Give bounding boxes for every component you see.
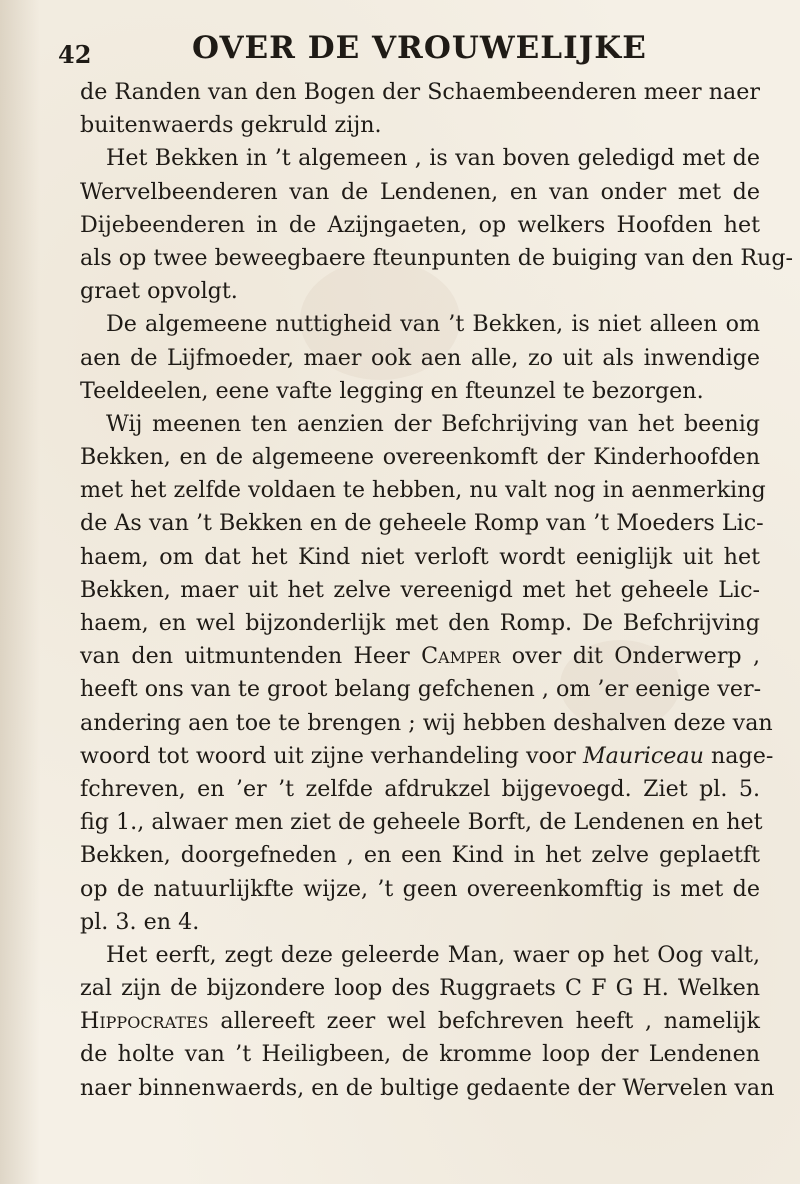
page-gutter-shadow: [0, 0, 40, 1184]
paragraph-first-line: Het eerft, zegt deze geleerde Man, waer op het Oog valt,: [106, 941, 760, 968]
text-line: haem, om dat het Kind niet verloft wordt eeniglijk uit het: [80, 543, 760, 570]
text-line: Bekken, doorgefneden , en een Kind in het zelve geplaetft: [80, 842, 760, 869]
paragraph-first-line: Het Bekken in ’t algemeen , is van boven geledigd met de: [106, 145, 760, 172]
text-line: fchreven, en ’er ’t zelfde afdrukzel bijgevoegd. Ziet pl. 5.: [80, 775, 760, 802]
text-line: zal zijn de bijzondere loop des Ruggraets C F G H. Welken: [80, 975, 760, 1002]
text-line: de holte van ’t Heiligbeen, de kromme loop der Lendenen: [80, 1041, 760, 1068]
text-line: de Randen van den Bogen der Schaembeenderen meer naer: [80, 79, 760, 105]
text-line: Bekken, en de algemeene overeenkomft der Kinderhoofden: [80, 444, 760, 471]
author-name-mauriceau: Mauriceau: [582, 742, 704, 769]
text-line: Dijebeenderen in de Azijngaeten, op welkers Hoofden het: [80, 211, 760, 238]
text-line: fig 1., alwaer men ziet de geheele Borft, de Lendenen en het: [80, 809, 763, 836]
line-text: nage-: [703, 742, 774, 769]
text-line: aen de Lijfmoeder, maer ook aen alle, zo uit als inwendige: [80, 344, 760, 371]
text-line: Wervelbeenderen van de Lendenen, en van onder met de: [80, 178, 760, 205]
text-line: heeft ons van te groot belang gefchenen , om ’er eenige ver-: [80, 676, 762, 703]
text-line: Bekken, maer uit het zelve vereenigd met het geheele Lic-: [80, 576, 760, 603]
text-line: de As van ’t Bekken en de geheele Romp van ’t Moeders Lic-: [80, 510, 764, 537]
text-line: [80, 1005, 760, 1038]
line-text: allereeft zeer wel befchreven heeft , namelijk: [208, 1008, 760, 1035]
text-line: Teeldeelen, eene vafte legging en fteunzel te bezorgen.: [80, 377, 704, 404]
line-text: woord tot woord uit zijne verhandeling voor: [80, 742, 583, 769]
text-line: naer binnenwaerds, en de bultige gedaente der Wervelen van: [80, 1074, 775, 1101]
author-name-hippocrates: Hippocrates: [80, 1008, 209, 1035]
text-line: andering aen toe te brengen ; wij hebben deshalven deze van: [80, 709, 773, 736]
text-line: haem, en wel bijzonderlijk met den Romp. De Befchrijving: [80, 610, 760, 636]
text-line: [80, 640, 760, 673]
page-number: 42: [58, 40, 92, 69]
text-line: pl. 3. en 4.: [80, 908, 200, 935]
text-line: als op twee beweegbaere fteunpunten de buiging van den Rug-: [80, 244, 794, 271]
page-header: [58, 26, 760, 70]
text-line: op de natuurlijkfte wijze, ’t geen overeenkomftig is met de: [80, 875, 760, 902]
text-line: [80, 740, 774, 773]
line-text: over dit Onderwerp ,: [500, 643, 760, 670]
paragraph-first-line: Wij meenen ten aenzien der Befchrijving van het beenig: [106, 410, 760, 437]
text-line: graet opvolgt.: [80, 278, 238, 305]
line-text: van den uitmuntenden Heer: [80, 643, 422, 670]
author-name-camper: Camper: [421, 643, 501, 670]
text-line: met het zelfde voldaen te hebben, nu valt nog in aenmerking: [80, 477, 766, 504]
running-title: OVER DE VROUWELIJKE: [192, 30, 647, 66]
text-line: buitenwaerds gekruld zijn.: [80, 112, 382, 139]
body-text: [80, 76, 794, 1105]
paragraph-first-line: De algemeene nuttigheid van ’t Bekken, is niet alleen om: [106, 311, 760, 338]
